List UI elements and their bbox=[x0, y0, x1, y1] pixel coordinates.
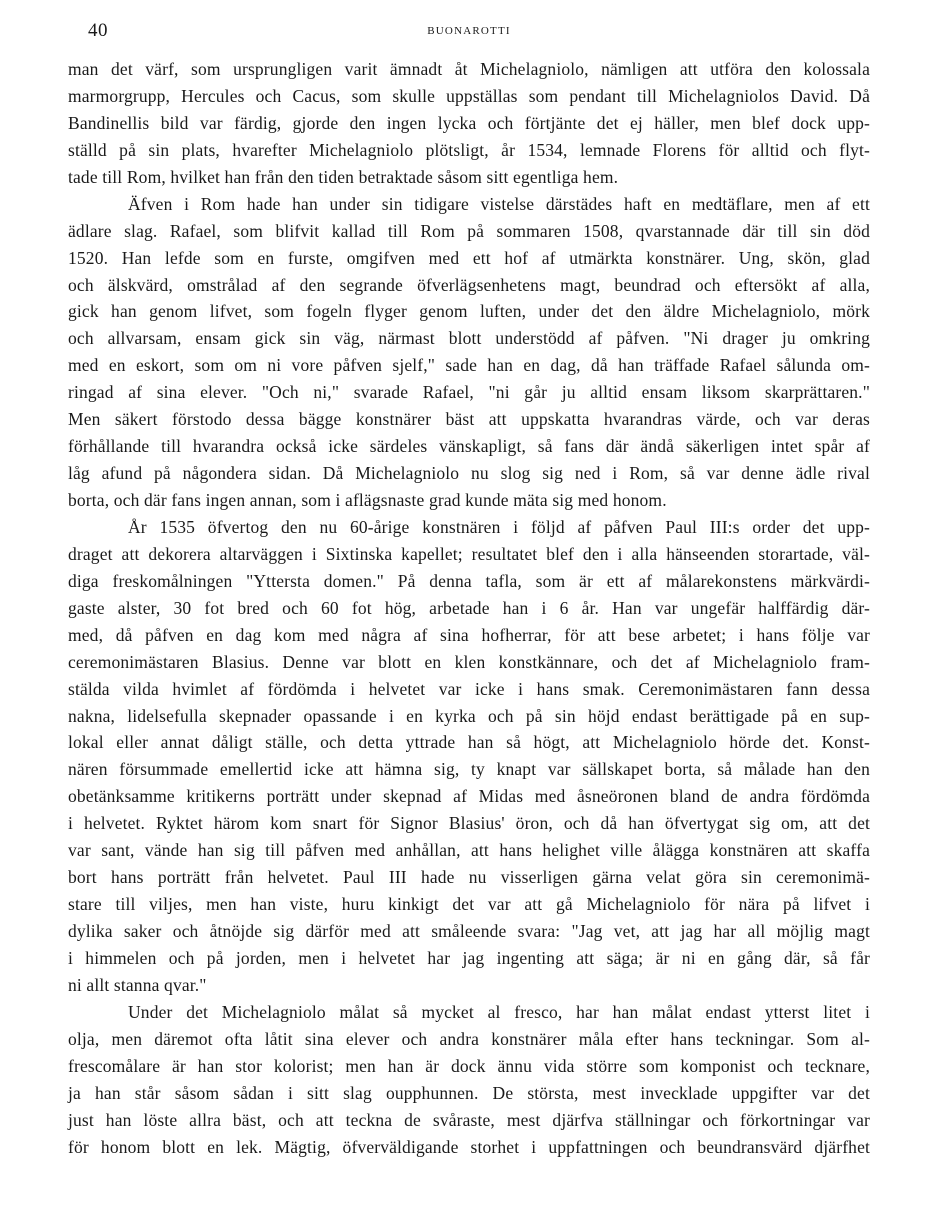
text-line: obetänksamme kritikerns porträtt under skepnad af Midas med åsneöronen bland de andra fördömda bbox=[68, 786, 870, 807]
text-line: tade till Rom, hvilket han från den tiden betraktade såsom sitt egentliga hem. bbox=[68, 166, 619, 187]
text-line: ceremonimästaren Blasius. Denne var blott en klen konstkännare, och det af Michelagniolo fram- bbox=[68, 651, 870, 672]
text-line: Men säkert förstodo dessa bägge konstnärer bäst att uppskatta hvarandras värde, och var deras bbox=[68, 409, 870, 430]
text-line: i helvetet. Ryktet härom kom snart för Signor Blasius' öron, och då han öfvertygat sig om, att det bbox=[68, 813, 870, 834]
text-line: man det värf, som ursprungligen varit ämnadt åt Michelagniolo, nämligen att utföra den kolossala bbox=[68, 59, 870, 79]
text-line: draget att dekorera altarväggen i Sixtinska kapellet; resultatet blef den i alla hänseenden storartade, väl- bbox=[68, 543, 870, 564]
text-line: Under det Michelagniolo målat så mycket al fresco, har han målat endast ytterst litet i bbox=[128, 1001, 870, 1022]
text-line: olja, men däremot ofta låtit sina elever och andra konstnärer måla efter hans teckningar. Som al- bbox=[68, 1028, 870, 1049]
text-line: ringad af sina elever. "Och ni," svarade Rafael, "ni går ju alltid ensam liksom skarprättaren." bbox=[68, 382, 870, 403]
text-line: förhållande till hvarandra också icke särdeles vänskapligt, så fans där ändå säkerligen intet spår af bbox=[68, 436, 870, 457]
text-line: ja han står såsom sådan i sitt slag oupphunnen. De största, mest invecklade uppgifter var det bbox=[68, 1082, 870, 1103]
page-number: 40 bbox=[88, 20, 108, 41]
text-line: i himmelen och på jorden, men i helvetet har jag ingenting att säga; är ni en gång där, så får bbox=[68, 947, 870, 968]
text-line: Äfven i Rom hade han under sin tidigare vistelse därstädes haft en medtäflare, men af ett bbox=[128, 193, 870, 214]
text-line: för honom blott en lek. Mägtig, öfverväldigande storhet i uppfattningen och beundransvärd djärfhet bbox=[68, 1136, 870, 1157]
running-head: BUONAROTTI bbox=[427, 25, 511, 37]
text-line: just han löste allra bäst, och att teckna de svåraste, mest djärfva ställningar och förkortningar var bbox=[68, 1109, 870, 1130]
text-line: var sant, vände han sig till påfven med anhållan, att hans helighet ville ålägga konstnären att skaffa bbox=[68, 840, 870, 861]
text-line: lokal eller annat dåligt ställe, och detta yttrade han så högt, att Michelagniolo hörde det. Konst- bbox=[68, 732, 870, 753]
text-line: marmorgrupp, Hercules och Cacus, som skulle uppställas som pendant till Michelagniolos David. Då bbox=[68, 85, 870, 106]
text-line: 1520. Han lefde som en furste, omgifven med ett hof af utmärkta konstnärer. Ung, skön, glad bbox=[68, 247, 870, 268]
text-line: med, då påfven en dag kom med några af sina hofherrar, för att bese arbetet; i hans följe var bbox=[68, 624, 870, 645]
text-line: År 1535 öfvertog den nu 60-årige konstnären i följd af påfven Paul III:s order det upp- bbox=[128, 516, 870, 537]
text-line: frescomålare är han stor kolorist; men han är dock ännu vida större som komponist och tecknare, bbox=[68, 1055, 870, 1076]
text-line: och allvarsam, ensam gick sin väg, närmast blott understödd af påfven. "Ni drager ju omkring bbox=[68, 328, 870, 349]
body-text bbox=[68, 56, 870, 1160]
text-line: ni allt stanna qvar." bbox=[68, 974, 207, 995]
text-line: ädlare slag. Rafael, som blifvit kallad till Rom på sommaren 1508, qvarstannade där till sin död bbox=[68, 220, 870, 241]
text-line: och älskvärd, omstrålad af den segrande öfverlägsenhetens magt, beundrad och eftersökt af alla, bbox=[68, 274, 870, 295]
text-line: stälda vilda hvimlet af fördömda i helvetet var icke i hans smak. Ceremonimästaren fann dessa bbox=[68, 678, 870, 699]
text-line: ställd på sin plats, hvarefter Michelagniolo plötsligt, år 1534, lemnade Florens för alltid och flyt- bbox=[68, 139, 870, 160]
page-header bbox=[68, 20, 870, 44]
text-line: låg afund på någondera sidan. Då Michelagniolo nu slog sig ned i Rom, så var denne ädle rival bbox=[68, 463, 870, 484]
text-line: stare till viljes, men han viste, huru kinkigt det var att gå Michelagniolo för nära på lifvet i bbox=[68, 894, 870, 915]
text-line: gick han genom lifvet, som fogeln flyger genom luften, under det den äldre Michelagniolo, mörk bbox=[68, 301, 870, 322]
text-line: diga freskomålningen "Yttersta domen." På denna tafla, som är ett af målarekonstens märkvärdi- bbox=[68, 570, 870, 591]
text-line: borta, och där fans ingen annan, som i aflägsnaste grad kunde mäta sig med honom. bbox=[68, 490, 667, 510]
text-line: nären försummade emellertid icke att hämna sig, ty knapt var sällskapet borta, så målade han den bbox=[68, 759, 870, 780]
text-line: nakna, lidelsefulla skepnader opassande i en kyrka och på sin höjd endast berättigade på en sup- bbox=[68, 705, 870, 726]
text-line: dylika saker och åtnöjde sig därför med att småleende svara: "Jag vet, att jag har all möjlig magt bbox=[68, 921, 870, 941]
text-line: bort hans porträtt från helvetet. Paul III hade nu visserligen gärna velat göra sin ceremonimä- bbox=[68, 867, 870, 888]
text-line: med en eskort, som om ni vore påfven sjelf," sade han en dag, då han träffade Rafael sålunda om- bbox=[68, 355, 870, 376]
text-line: gaste alster, 30 fot bred och 60 fot hög, arbetade han i 6 år. Han var ungefär halffärdig där- bbox=[68, 597, 870, 618]
text-line: Bandinellis bild var färdig, gjorde den ingen lycka och förtjänte det ej häller, men blef dock upp- bbox=[68, 112, 870, 133]
